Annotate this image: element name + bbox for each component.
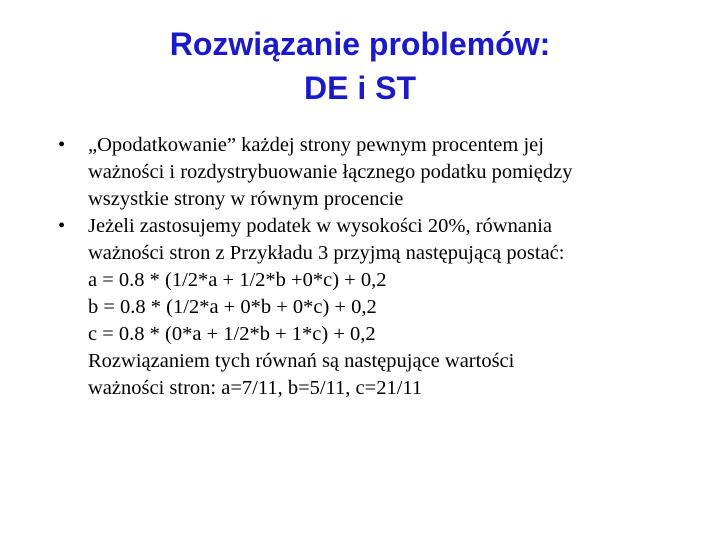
slide-title	[60, 22, 660, 110]
bullet-icon: •	[58, 134, 66, 156]
bullet-1-line-1: „Opodatkowanie” każdej strony pewnym procentem jej	[88, 134, 544, 156]
title-line-2: DE i ST	[303, 70, 416, 106]
equation-b: b = 0.8 * (1/2*a + 0*b + 0*c) + 0,2	[88, 296, 377, 318]
conclusion-line-2: ważności stron: a=7/11, b=5/11, c=21/11	[88, 377, 423, 399]
bullet-1-line-2: ważności i rozdystrybuowanie łącznego podatku pomiędzy	[88, 161, 573, 183]
bullet-text-2	[88, 213, 695, 402]
bullet-icon: •	[58, 215, 66, 237]
title-line-1: Rozwiązanie problemów:	[169, 26, 551, 62]
conclusion-line-1: Rozwiązaniem tych równań są następujące wartości	[88, 350, 515, 372]
bullet-2-line-2: ważności stron z Przykładu 3 przyjmą następującą postać:	[88, 242, 565, 264]
equation-a: a = 0.8 * (1/2*a + 1/2*b +0*c) + 0,2	[88, 269, 387, 291]
bullet-1-line-3: wszystkie strony w równym procencie	[88, 188, 404, 210]
bullet-2-line-1: Jeżeli zastosujemy podatek w wysokości 20%, równania	[88, 215, 552, 237]
bullet-item-1	[55, 132, 695, 213]
slide-body	[55, 132, 695, 402]
bullet-item-2	[55, 213, 695, 402]
equation-c: c = 0.8 * (0*a + 1/2*b + 1*c) + 0,2	[88, 323, 376, 345]
bullet-text-1	[88, 132, 695, 213]
